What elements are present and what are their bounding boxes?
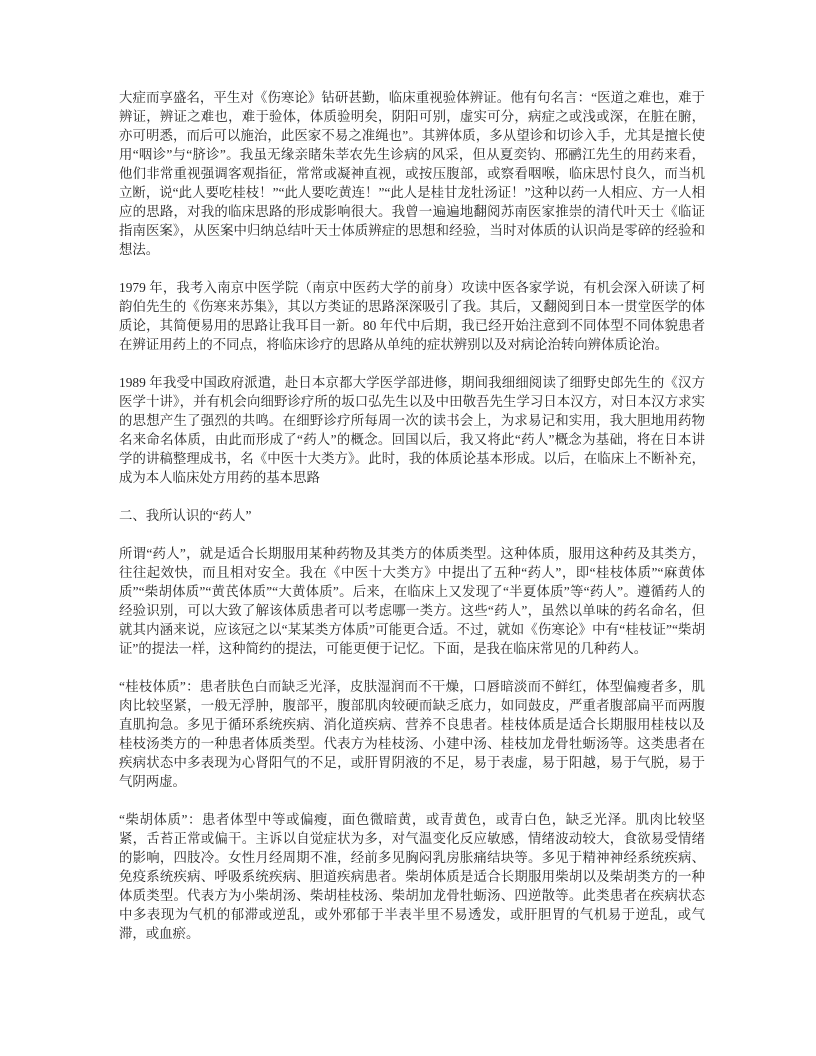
text-column xyxy=(119,88,705,962)
body-paragraph-3: 1989 年我受中国政府派遣，赴日本京都大学医学部进修，期间我细细阅读了细野史郎先生的《汉方医学十讲》，并有机会向细野诊疗所的坂口弘先生以及中田敬吾先生学习日本汉方，对日本汉方求实的思想产生了强烈的共鸣。在细野诊疗所每周一次的读书会上，为求易记和实用，我大胆地用药物名来命名体质，由此而形成了“药人”的概念。回国以后，我又将此“药人”概念为基础，将在日本讲学的讲稿整理成书，名《中医十大类方》。此时，我的体质论基本形成。以后，在临床上不断补充，成为本人临床处方用药的基本思路 xyxy=(119,375,705,485)
section-heading: 二、我所认识的“药人” xyxy=(119,508,252,523)
body-paragraph-1: 大症而享盛名，平生对《伤寒论》钻研甚勤，临床重视验体辨证。他有句名言：“医道之难也，难于辨证，辨证之难也，难于验体，体质验明矣，阴阳可别，虚实可分，病症之或浅或深，在脏在腑，亦可明悉，而后可以施治，此医家不易之准绳也”。其辨体质，多从望诊和切诊入手，尤其是擅长使用“咽诊”与“脐诊”。我虽无缘亲睹朱莘农先生诊病的风采，但从夏奕钧、邢鹂江先生的用药来看，他们非常重视强调客观指征，常常或凝神直视，或按压腹部，或察看咽喉，临床思忖良久，而当机立断，说“此人要吃桂枝！”“此人要吃黄连！”“此人是桂甘龙牡汤证！”这种以药一人相应、方一人相应的思路，对我的临床思路的形成影响很大。我曾一遍遍地翻阅苏南医家推崇的清代叶天士《临证指南医案》，从医案中归纳总结叶天士体质辨症的思想和经验，当时对体质的认识尚是零碎的经验和想法。 xyxy=(119,90,705,257)
body-paragraph-4: 所谓“药人”，就是适合长期服用某种药物及其类方的体质类型。这种体质，服用这种药及其类方，往往起效快，而且相对安全。我在《中医十大类方》中提出了五种“药人”，即“桂枝体质”“麻黄体质”“柴胡体质”“黄芪体质”“大黄体质”。后来，在临床上又发现了“半夏体质”等“药人”。遵循药人的经验识别，可以大致了解该体质患者可以考虑哪一类方。这些“药人”，虽然以单味的药名命名，但就其内涵来说，应该冠之以“某某类方体质”可能更合适。不过，就如《伤寒论》中有“桂枝证”“柴胡证”的提法一样，这种简约的提法，可能更便于记忆。下面，是我在临床常见的几种药人。 xyxy=(119,546,705,656)
body-paragraph-6-chaihu-constitution: “柴胡体质”：患者体型中等或偏瘦，面色微暗黄，或青黄色，或青白色，缺乏光泽。肌肉比较坚紧，舌苔正常或偏干。主诉以自觉症状为多，对气温变化反应敏感，情绪波动较大，食欲易受情绪的影响，四肢冷。女性月经周期不准，经前多见胸闷乳房胀痛结块等。多见于精神神经系统疾病、免疫系统疾病、呼吸系统疾病、胆道疾病患者。柴胡体质是适合长期服用柴胡以及柴胡类方的一种体质类型。代表方为小柴胡汤、柴胡桂枝汤、柴胡加龙骨牡蛎汤、四逆散等。此类患者在疾病状态中多表现为气机的郁滞或逆乱，或外邪郁于半表半里不易透发，或肝胆胃的气机易于逆乱，或气滞，或血瘀。 xyxy=(119,812,705,941)
body-paragraph-2: 1979 年，我考入南京中医学院（南京中医药大学的前身）攻读中医各家学说，有机会深入研读了柯韵伯先生的《伤寒来苏集》，其以方类证的思路深深吸引了我。其后，又翻阅到日本一贯堂医学的体质论，其简便易用的思路让我耳目一新。80 年代中后期，我已经开始注意到不同体型不同体貌患者在辨证用药上的不同点，将临床诊疗的思路从单纯的症状辨别以及对病论治转向辨体质论治。 xyxy=(119,280,705,352)
body-paragraph-5-guizhi-constitution: “桂枝体质”：患者肤色白而缺乏光泽，皮肤湿润而不干燥，口唇暗淡而不鲜红，体型偏瘦者多，肌肉比较坚紧，一般无浮肿，腹部平，腹部肌肉较硬而缺乏底力，如同鼓皮，严重者腹部扁平而两腹直肌拘急。多见于循环系统疾病、消化道疾病、营养不良患者。桂枝体质是适合长期服用桂枝以及桂枝汤类方的一种患者体质类型。代表方为桂枝汤、小建中汤、桂枝加龙骨牡蛎汤等。这类患者在疾病状态中多表现为心肾阳气的不足，或肝胃阴液的不足，易于表虚，易于阳越，易于气脱，易于气阴两虚。 xyxy=(119,679,705,789)
